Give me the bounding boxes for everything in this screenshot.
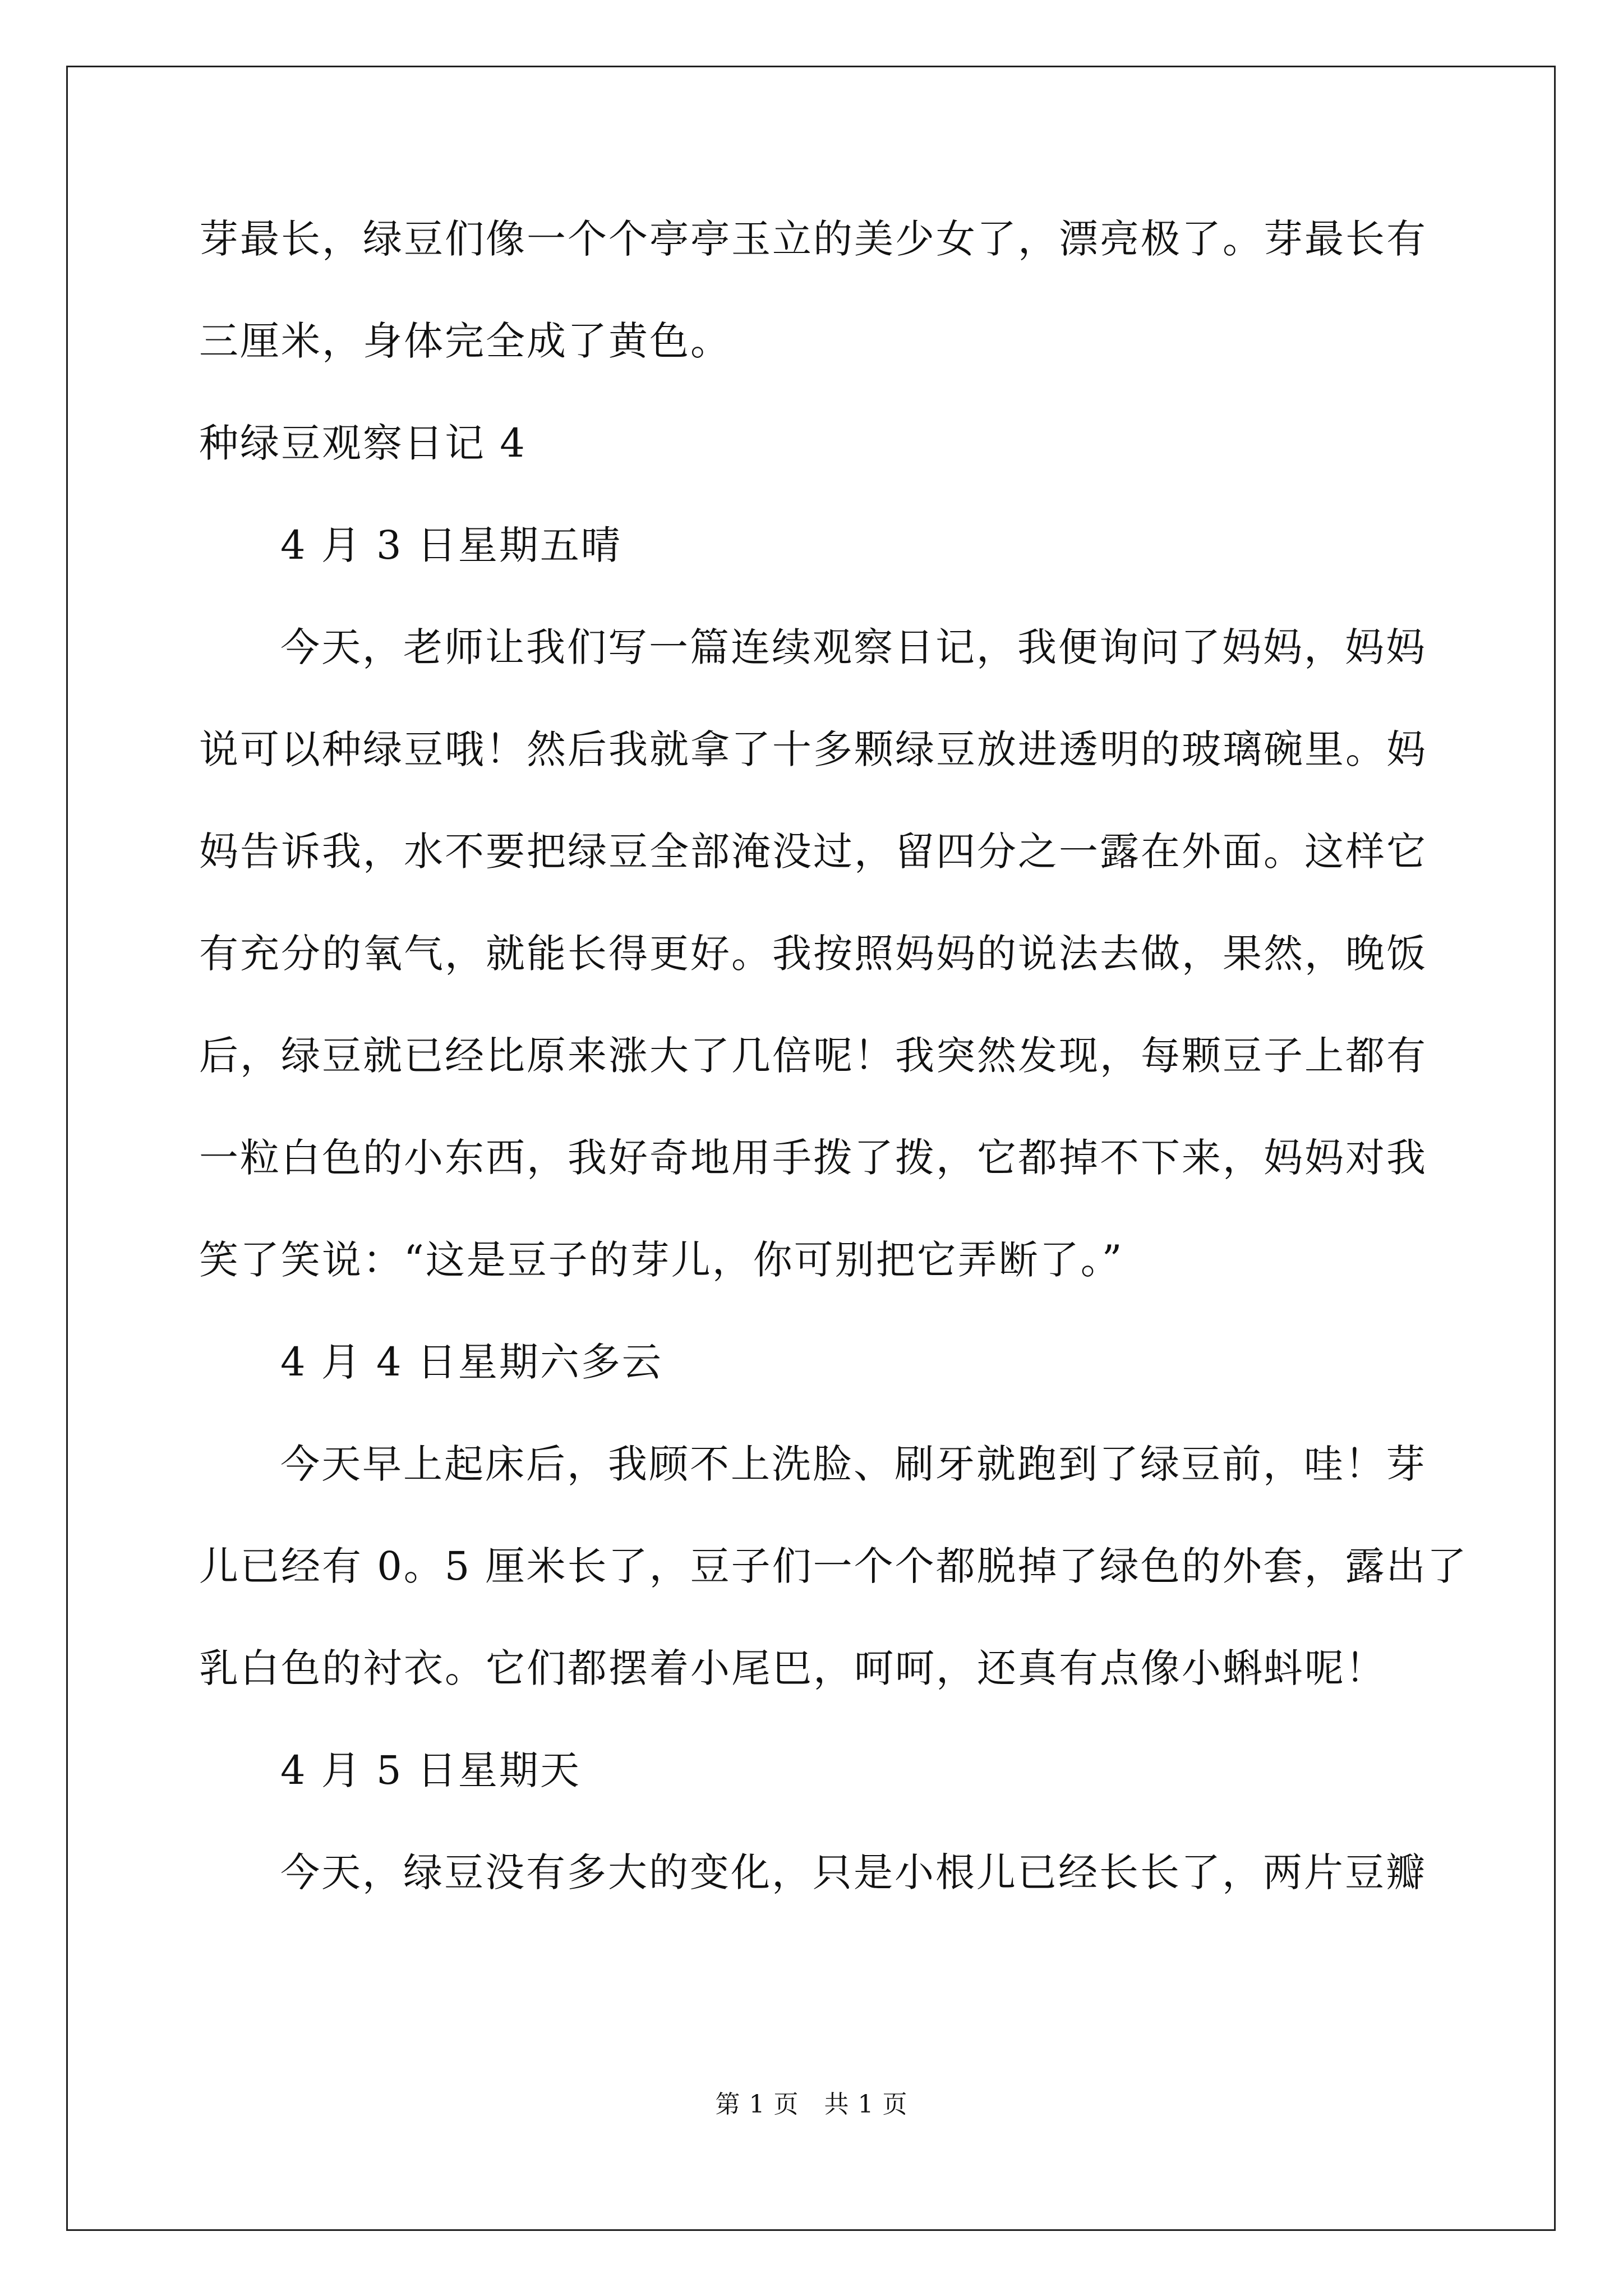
text-line: 后，绿豆就已经比原来涨大了几倍呢！我突然发现，每颗豆子上都有 [199, 1033, 1427, 1079]
text-line: 三厘米，身体完全成了黄色。 [199, 318, 731, 364]
text-line: 说可以种绿豆哦！然后我就拿了十多颗绿豆放进透明的玻璃碗里。妈 [199, 726, 1427, 772]
text-line: 芽最长，绿豆们像一个个亭亭玉立的美少女了，漂亮极了。芽最长有 [199, 216, 1427, 262]
text-line: 笑了笑说：“这是豆子的芽儿，你可别把它弄断了。” [199, 1237, 1124, 1283]
page-number-footer: 第 1 页 共 1 页 [715, 2090, 908, 2119]
date-line: 4 月 4 日星期六多云 [280, 1339, 663, 1385]
text-line: 乳白色的衬衣。它们都摆着小尾巴，呵呵，还真有点像小蝌蚪呢！ [199, 1645, 1386, 1691]
text-line: 今天，老师让我们写一篇连续观察日记，我便询问了妈妈，妈妈 [280, 624, 1427, 670]
text-line: 一粒白色的小东西，我好奇地用手拨了拨，它都掉不下来，妈妈对我 [199, 1135, 1427, 1181]
text-line: 今天早上起床后，我顾不上洗脸、刷牙就跑到了绿豆前，哇！芽 [280, 1441, 1427, 1487]
text-line: 今天，绿豆没有多大的变化，只是小根儿已经长长了，两片豆瓣 [280, 1849, 1427, 1895]
section-heading: 种绿豆观察日记 4 [199, 420, 527, 466]
text-line: 妈告诉我，水不要把绿豆全部淹没过，留四分之一露在外面。这样它 [199, 829, 1427, 875]
text-line: 有充分的氧气，就能长得更好。我按照妈妈的说法去做，果然，晚饭 [199, 931, 1427, 977]
document-body [199, 212, 1468, 1948]
date-line: 4 月 3 日星期五晴 [280, 522, 622, 568]
date-line: 4 月 5 日星期天 [280, 1747, 581, 1793]
text-line: 儿已经有 0。5 厘米长了，豆子们一个个都脱掉了绿色的外套，露出了 [199, 1543, 1468, 1589]
